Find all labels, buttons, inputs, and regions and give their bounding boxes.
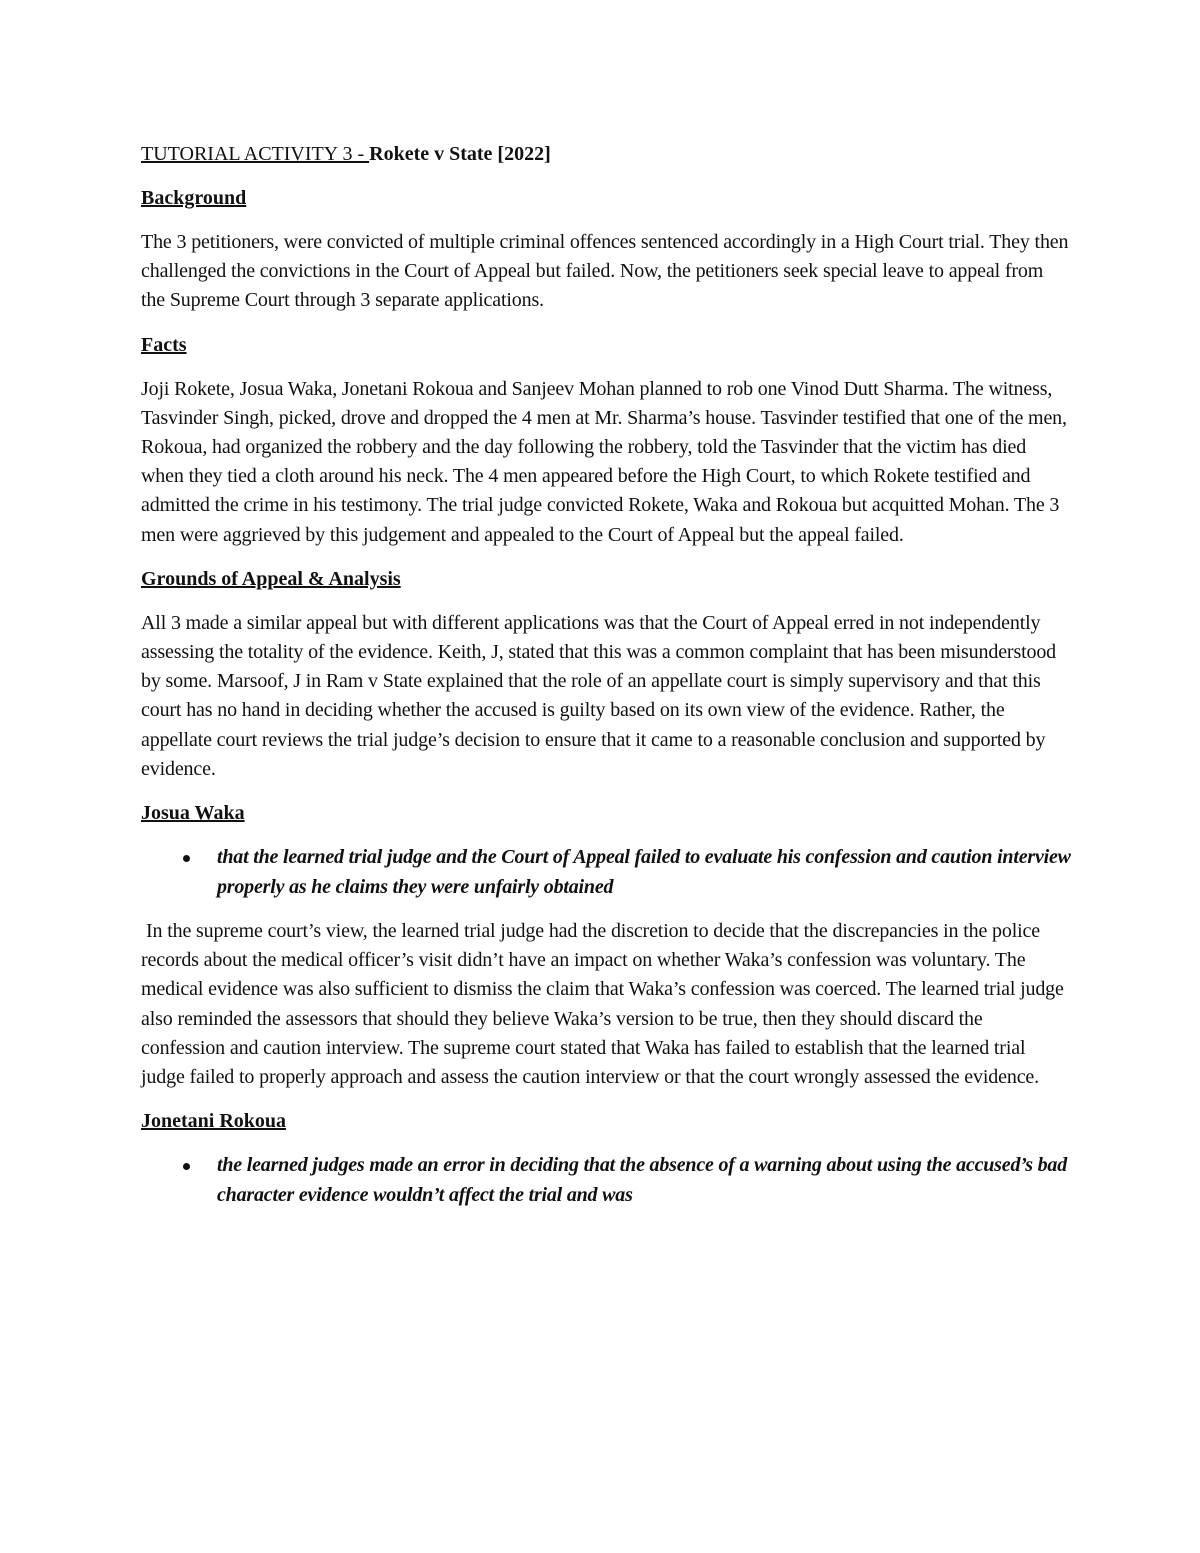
heading-grounds: Grounds of Appeal & Analysis	[141, 567, 401, 590]
document-page	[141, 140, 1071, 1225]
title-activity-label: TUTORIAL ACTIVITY 3 -	[141, 143, 370, 165]
bullet-waka-ground	[141, 843, 1071, 902]
bullet-rokoua-text: the learned judges made an error in deciding that the absence of a warning about using the accused’s bad character evidence wouldn’t affect the trial and was	[217, 1154, 1068, 1206]
heading-background: Background	[141, 187, 247, 209]
document-title	[141, 140, 1071, 169]
paragraph-background: The 3 petitioners, were convicted of multiple criminal offences sentenced accordingly in a High Court trial. They then challenged the convictions in the Court of Appeal but failed. Now, the petitioners seek special leave to appeal from the Supreme Court through 3 separate applications.	[141, 231, 1069, 312]
bullet-dot-icon	[183, 1163, 190, 1170]
bullet-rokoua-ground	[141, 1151, 1071, 1210]
heading-facts: Facts	[141, 333, 187, 356]
bullet-waka-text: that the learned trial judge and the Court of Appeal failed to evaluate his confession and caution interview properly as he claims they were unfairly obtained	[217, 846, 1071, 898]
title-case-name: Rokete v State [2022]	[369, 143, 551, 165]
paragraph-grounds: All 3 made a similar appeal but with different applications was that the Court of Appeal erred in not independently assessing the totality of the evidence. Keith, J, stated that this was a common complaint that has been misunderstood by some. Marsoof, J in Ram v State explained that the role of an appellate court is simply supervisory and that this court has no hand in deciding whether the accused is guilty based on its own view of the evidence. Rather, the appellate court reviews the trial judge’s decision to ensure that it came to a reasonable conclusion and supported by evidence.	[141, 611, 1057, 780]
paragraph-waka-analysis: In the supreme court’s view, the learned trial judge had the discretion to decide that the discrepancies in the police records about the medical officer’s visit didn’t have an impact on whether Waka’s confession was voluntary. The medical evidence was also sufficient to dismiss the claim that Waka’s confession was coerced. The learned trial judge also reminded the assessors that should they believe Waka’s version to be true, then they should discard the confession and caution interview. The supreme court stated that Waka has failed to establish that the learned trial judge failed to properly approach and assess the caution interview or that the court wrongly assessed the evidence.	[141, 920, 1064, 1089]
heading-jonetani-rokoua: Jonetani Rokoua	[141, 1110, 287, 1133]
paragraph-facts: Joji Rokete, Josua Waka, Jonetani Rokoua and Sanjeev Mohan planned to rob one Vinod Dutt Sharma. The witness, Tasvinder Singh, picked, drove and dropped the 4 men at Mr. Sharma’s house. Tasvinder testified that one of the men, Rokoua, had organized the robbery and the day following the robbery, told the Tasvinder that the victim has died when they tied a cloth around his neck. The 4 men appeared before the High Court, to which Rokete testified and admitted the crime in his testimony. The trial judge convicted Rokete, Waka and Rokoua but acquitted Mohan. The 3 men were aggrieved by this judgement and appealed to the Court of Appeal but the appeal failed.	[141, 377, 1067, 546]
bullet-dot-icon	[183, 855, 190, 862]
heading-josua-waka: Josua Waka	[141, 802, 245, 825]
